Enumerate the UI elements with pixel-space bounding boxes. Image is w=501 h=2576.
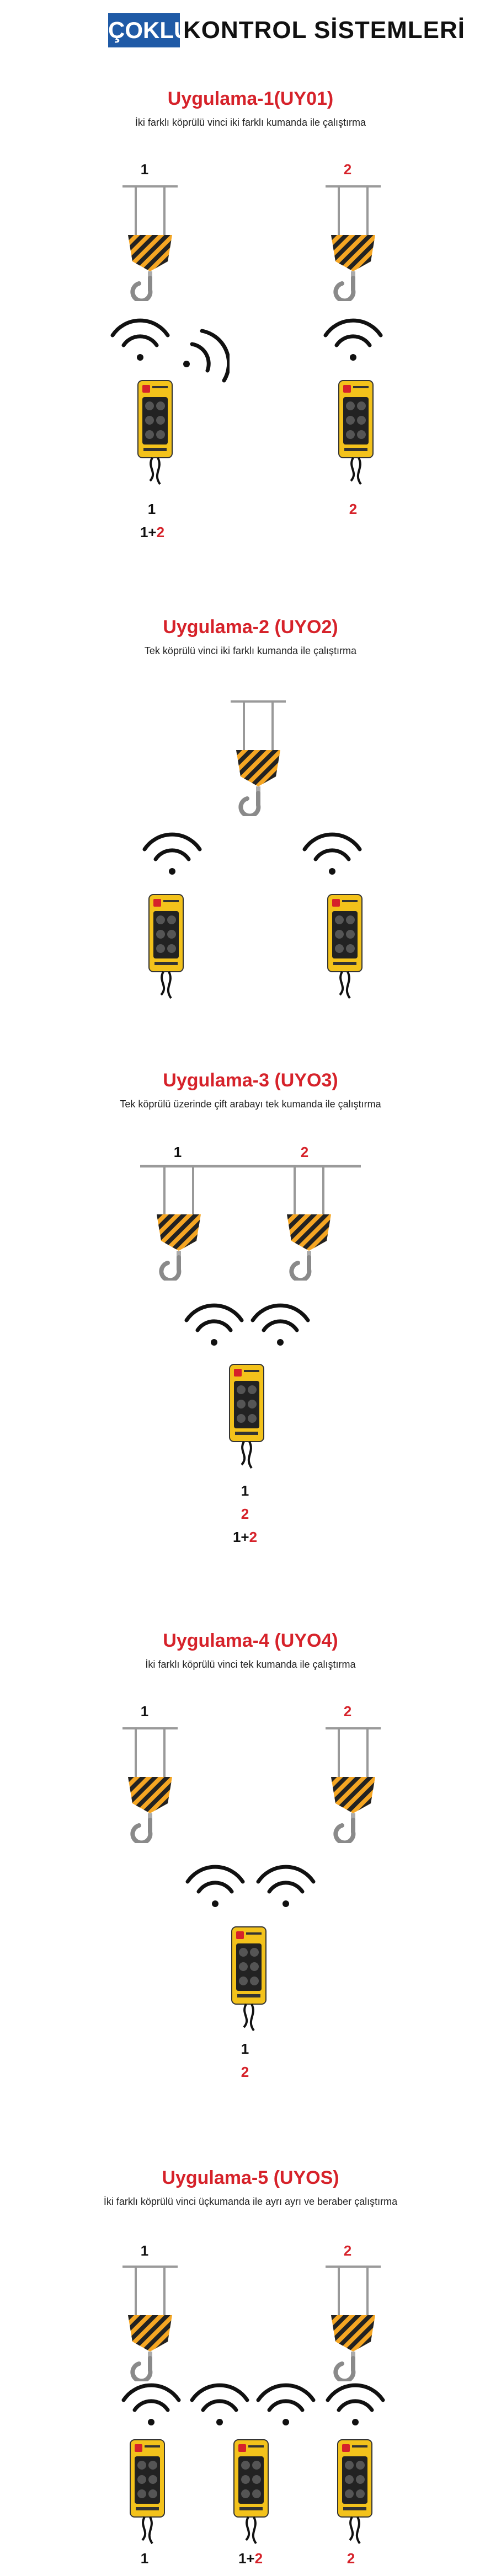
section-5-title: Uygulama-5 (UYOS) bbox=[162, 2167, 339, 2188]
crane-hook-icon bbox=[326, 1727, 381, 1846]
remote-control-icon bbox=[335, 2438, 374, 2551]
signal-wave-icon bbox=[253, 2378, 319, 2430]
signal-wave-icon bbox=[107, 313, 173, 366]
status-1-label: 1 bbox=[241, 2041, 249, 2057]
signal-wave-icon bbox=[118, 2378, 184, 2430]
crane-1-label: 1 bbox=[140, 161, 149, 178]
remote-control-icon bbox=[230, 1925, 268, 2038]
crane-hook-icon bbox=[326, 185, 381, 304]
crane-2-label: 2 bbox=[343, 1703, 352, 1720]
remote-control-icon bbox=[128, 2438, 167, 2551]
remote-control-icon bbox=[136, 378, 174, 491]
crane-hook-icon bbox=[231, 700, 286, 819]
signal-wave-icon bbox=[322, 2378, 388, 2430]
crane-2-label: 2 bbox=[343, 161, 352, 178]
remote-1-label: 1 bbox=[140, 2550, 149, 2567]
signal-wave-icon bbox=[182, 1860, 248, 1912]
remote-control-icon bbox=[147, 892, 185, 1005]
signal-wave-icon bbox=[139, 827, 205, 880]
crane-1-label: 1 bbox=[140, 1703, 149, 1720]
remote-2-label: 2 bbox=[347, 2550, 355, 2567]
crane-2-label: 2 bbox=[343, 2242, 352, 2259]
crane-hook-icon bbox=[326, 2266, 381, 2384]
double-trolley-bridge bbox=[140, 1165, 361, 1283]
remote-control-icon bbox=[227, 1362, 266, 1475]
remote-control-icon bbox=[337, 378, 375, 491]
status-2-label: 2 bbox=[241, 1506, 249, 1522]
remote-2-label: 2 bbox=[349, 501, 358, 517]
section-1-subtitle: İki farklı köprülü vinci iki farklı kumanda ile çalıştırma bbox=[135, 117, 366, 128]
signal-wave-icon bbox=[320, 313, 386, 366]
combo-label: 1+2 bbox=[140, 524, 165, 540]
signal-wave-icon bbox=[186, 2378, 253, 2430]
page-title: KONTROL SİSTEMLERİ bbox=[183, 17, 465, 44]
header-badge: ÇOKLU bbox=[108, 13, 180, 47]
section-4-subtitle: İki farklı köprülü vinci tek kumanda ile çalıştırma bbox=[145, 1659, 356, 1670]
section-2-subtitle: Tek köprülü vinci iki farklı kumanda ile çalıştırma bbox=[144, 645, 357, 656]
remote-1-label: 1 bbox=[147, 501, 156, 517]
section-3-subtitle: Tek köprülü üzerinde çift arabayı tek kumanda ile çalıştırma bbox=[120, 1099, 381, 1110]
signal-wave-icon bbox=[253, 1860, 319, 1912]
remote-control-icon bbox=[232, 2438, 270, 2551]
signal-wave-icon bbox=[299, 827, 365, 880]
trolley-1-label: 1 bbox=[173, 1144, 182, 1160]
section-2-title: Uygulama-2 (UYO2) bbox=[163, 617, 338, 638]
section-5-subtitle: İki farklı köprülü vinci üçkumanda ile ayrı ayrı ve beraber çalıştırma bbox=[103, 2196, 398, 2207]
status-2-label: 2 bbox=[241, 2064, 249, 2080]
combo-label: 1+2 bbox=[238, 2550, 263, 2567]
crane-hook-icon bbox=[122, 2266, 178, 2384]
combo-label: 1+2 bbox=[232, 1529, 258, 1545]
remote-control-icon bbox=[326, 892, 364, 1005]
section-4-title: Uygulama-4 (UYO4) bbox=[163, 1630, 338, 1651]
status-1-label: 1 bbox=[241, 1482, 249, 1499]
signal-wave-icon bbox=[181, 1298, 247, 1351]
section-1-title: Uygulama-1(UY01) bbox=[167, 88, 334, 109]
signal-wave-icon bbox=[180, 325, 230, 389]
signal-wave-icon bbox=[247, 1298, 313, 1351]
crane-hook-icon bbox=[122, 185, 178, 304]
crane-1-label: 1 bbox=[140, 2242, 149, 2259]
trolley-2-label: 2 bbox=[300, 1144, 309, 1160]
section-3-title: Uygulama-3 (UYO3) bbox=[163, 1070, 338, 1091]
crane-hook-icon bbox=[122, 1727, 178, 1846]
